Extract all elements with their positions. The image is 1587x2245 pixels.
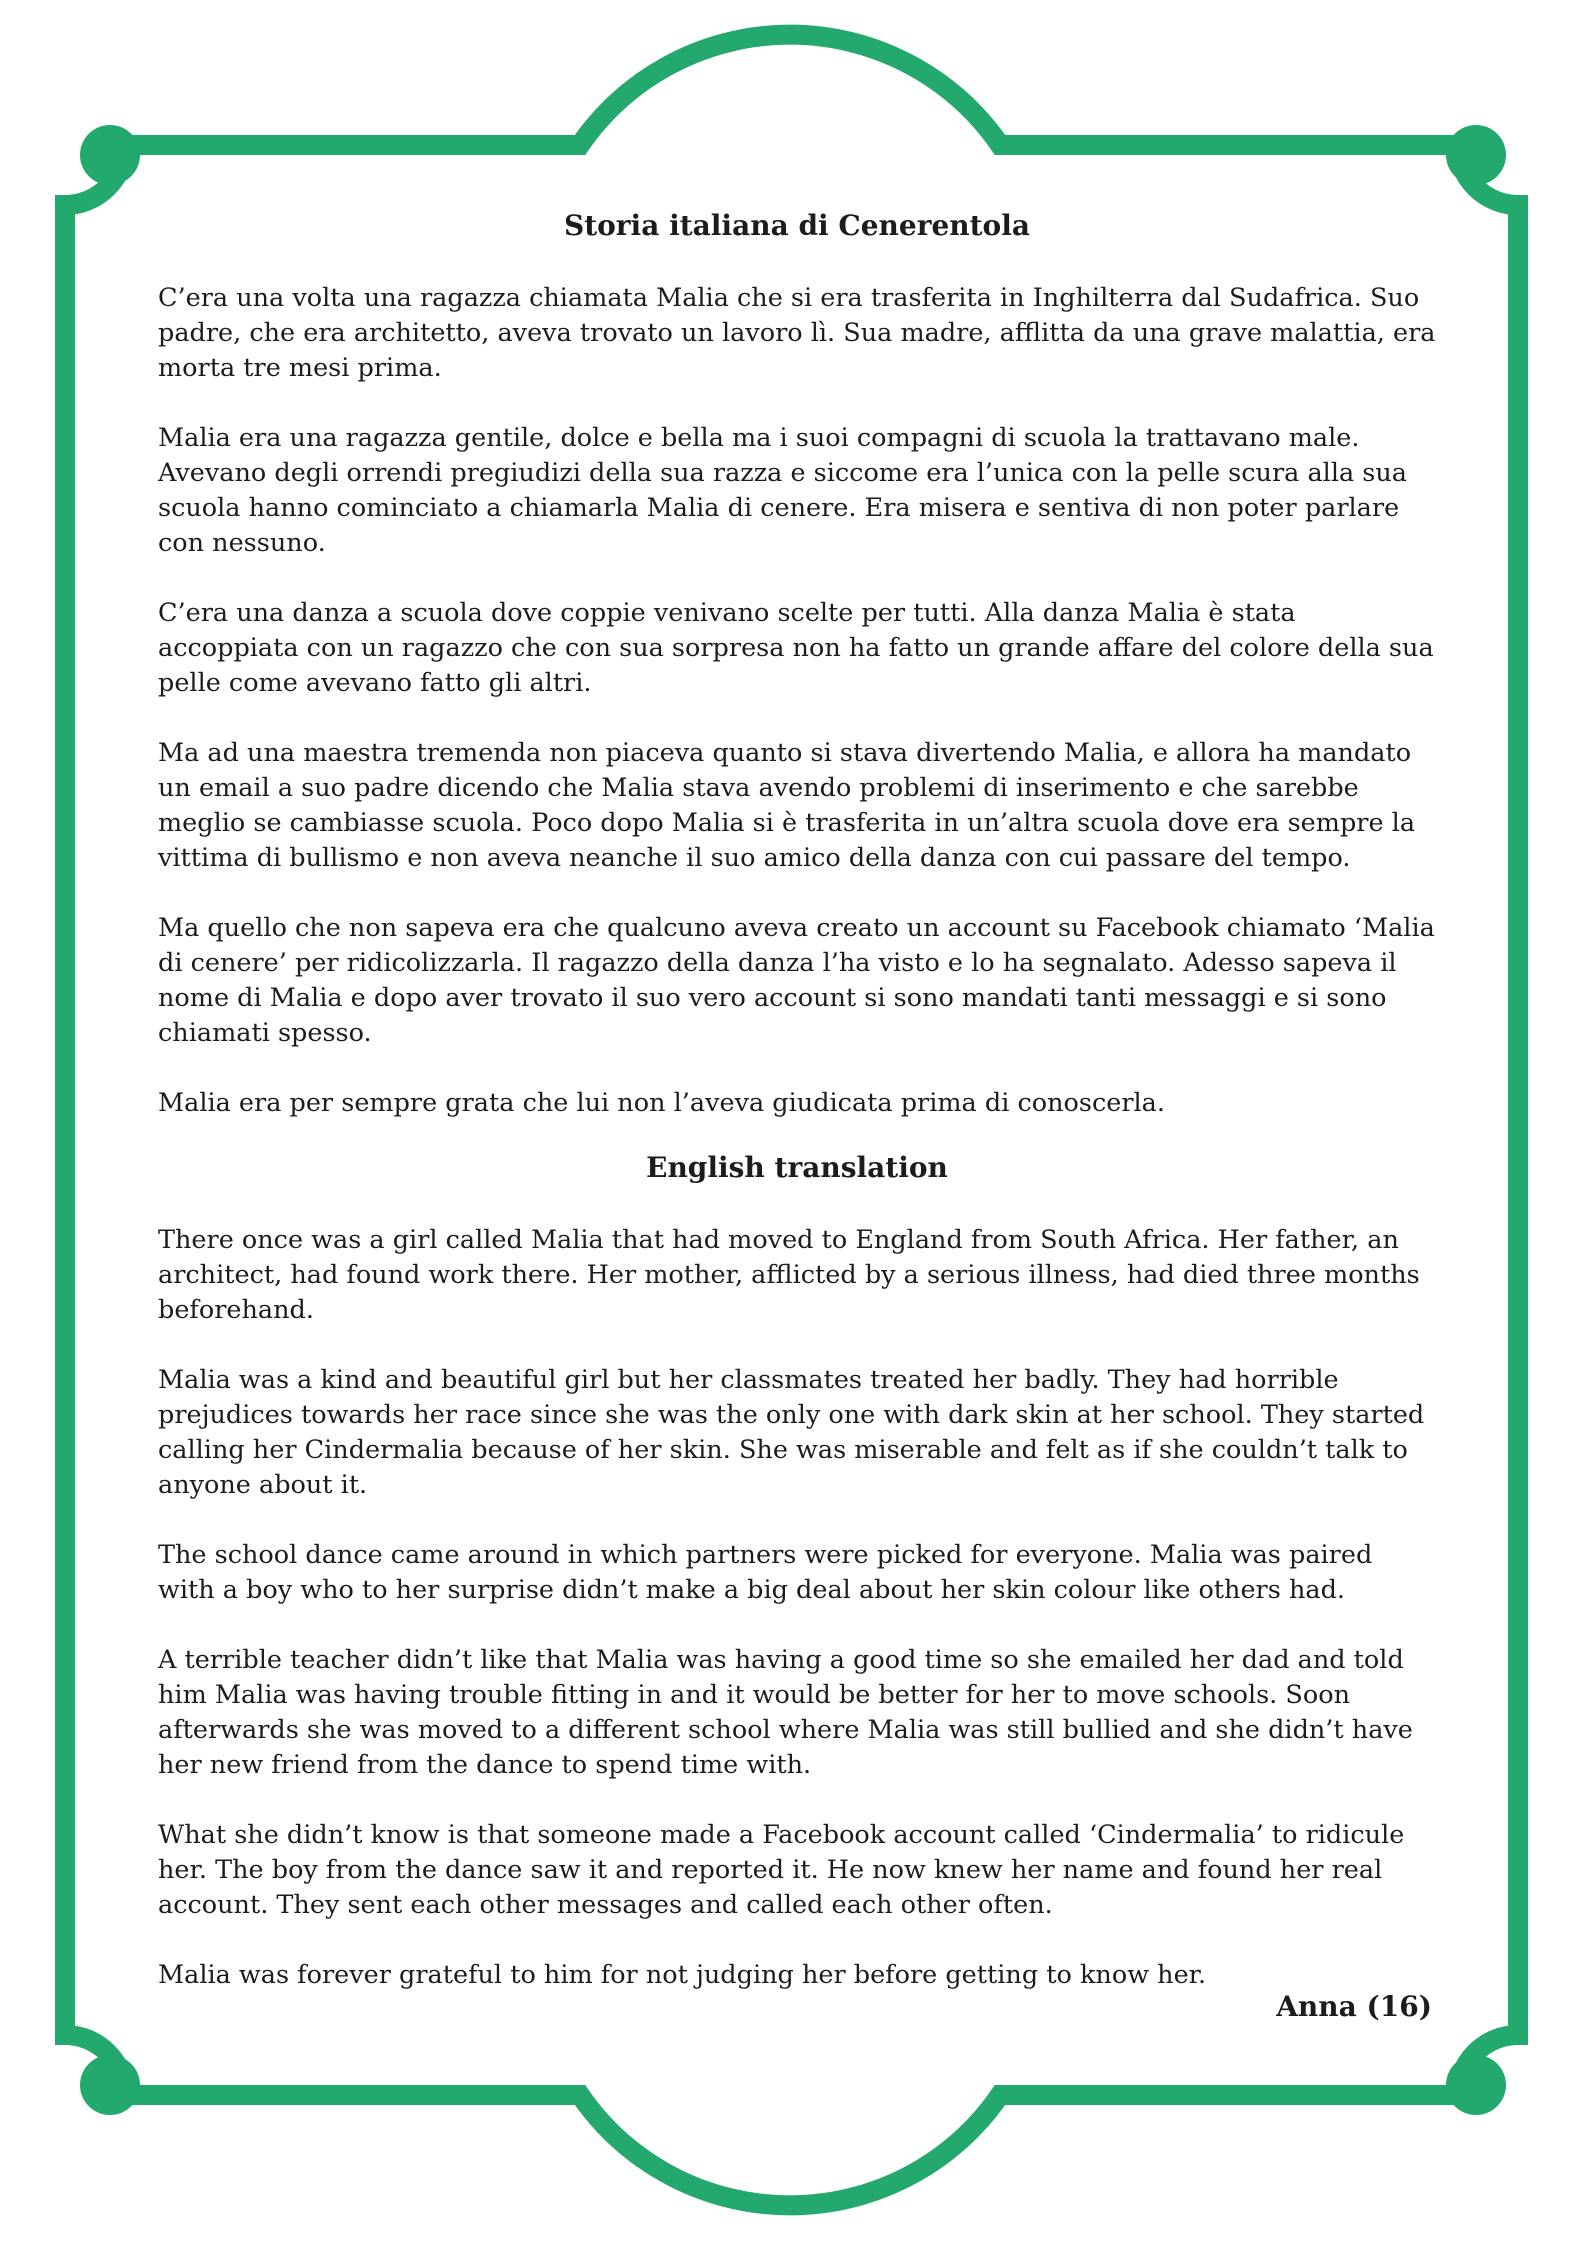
italian-paragraph: C’era una volta una ragazza chiamata Malia che si era trasferita in Inghilterra dal Sudafrica. Suo padre, che era architetto, aveva trovato un lavoro lì. Sua madre, afflitta da una grave malattia, era morta tre mesi prima. xyxy=(158,283,1436,383)
english-paragraph: The school dance came around in which partners were picked for everyone. Malia was paired with a boy who to her surprise didn’t make a big deal about her skin colour like others had. xyxy=(158,1540,1373,1605)
italian-paragraph: Malia era per sempre grata che lui non l’aveva giudicata prima di conoscerla. xyxy=(158,1088,1165,1118)
english-paragraph: A terrible teacher didn’t like that Malia was having a good time so she emailed her dad and told him Malia was having trouble fitting in and it would be better for her to move schools. Soon afterwards she was moved to a different school where Malia was still bullied and she didn’t have her new friend from the dance to spend time with. xyxy=(158,1645,1413,1780)
corner-dot-bottom-right xyxy=(1446,2055,1506,2115)
english-paragraph: There once was a girl called Malia that had moved to England from South Africa. Her father, an architect, had found work there. Her mother, afflicted by a serious illness, had died three months beforehand. xyxy=(158,1225,1420,1325)
story-content xyxy=(158,208,1436,2025)
corner-dot-top-right xyxy=(1446,125,1506,185)
italian-paragraph: Ma quello che non sapeva era che qualcuno aveva creato un account su Facebook chiamato ‘Malia di cenere’ per ridicolizzarla. Il ragazzo della danza l’ha visto e lo ha segnalato. Adesso sapeva il nome di Malia e dopo aver trovato il suo vero account si sono mandati tanti messaggi e si sono chiamati spesso. xyxy=(158,913,1435,1048)
english-paragraph: Malia was a kind and beautiful girl but her classmates treated her badly. They had horrible prejudices towards her race since she was the only one with dark skin at her school. They started calling her Cindermalia because of her skin. She was miserable and felt as if she couldn’t talk to anyone about it. xyxy=(158,1365,1425,1500)
english-paragraph: Malia was forever grateful to him for not judging her before getting to know her. xyxy=(158,1960,1207,1990)
author-signature: Anna (16) xyxy=(1276,1990,1432,2023)
italian-paragraph: Ma ad una maestra tremenda non piaceva quanto si stava divertendo Malia, e allora ha mandato un email a suo padre dicendo che Malia stava avendo problemi di inserimento e che sarebbe meglio se cambiasse scuola. Poco dopo Malia si è trasferita in un’altra scuola dove era sempre la vittima di bullismo e non aveva neanche il suo amico della danza con cui passare del tempo. xyxy=(158,738,1416,873)
english-title: English translation xyxy=(646,1151,948,1184)
english-paragraph: What she didn’t know is that someone made a Facebook account called ‘Cindermalia’ to ridicule her. The boy from the dance saw it and reported it. He now knew her name and found her real account. They sent each other messages and called each other often. xyxy=(158,1820,1405,1920)
italian-paragraph: C’era una danza a scuola dove coppie venivano scelte per tutti. Alla danza Malia è stata accoppiata con un ragazzo che con sua sorpresa non ha fatto un grande affare del colore della sua pelle come avevano fatto gli altri. xyxy=(158,598,1434,698)
italian-paragraph: Malia era una ragazza gentile, dolce e bella ma i suoi compagni di scuola la trattavano male. Avevano degli orrendi pregiudizi della sua razza e siccome era l’unica con la pelle scura alla sua scuola hanno cominciato a chiamarla Malia di cenere. Era misera e sentiva di non poter parlare con nessuno. xyxy=(158,423,1408,558)
corner-dot-top-left xyxy=(80,125,140,185)
corner-dot-bottom-left xyxy=(80,2055,140,2115)
italian-title: Storia italiana di Cenerentola xyxy=(563,209,1031,242)
